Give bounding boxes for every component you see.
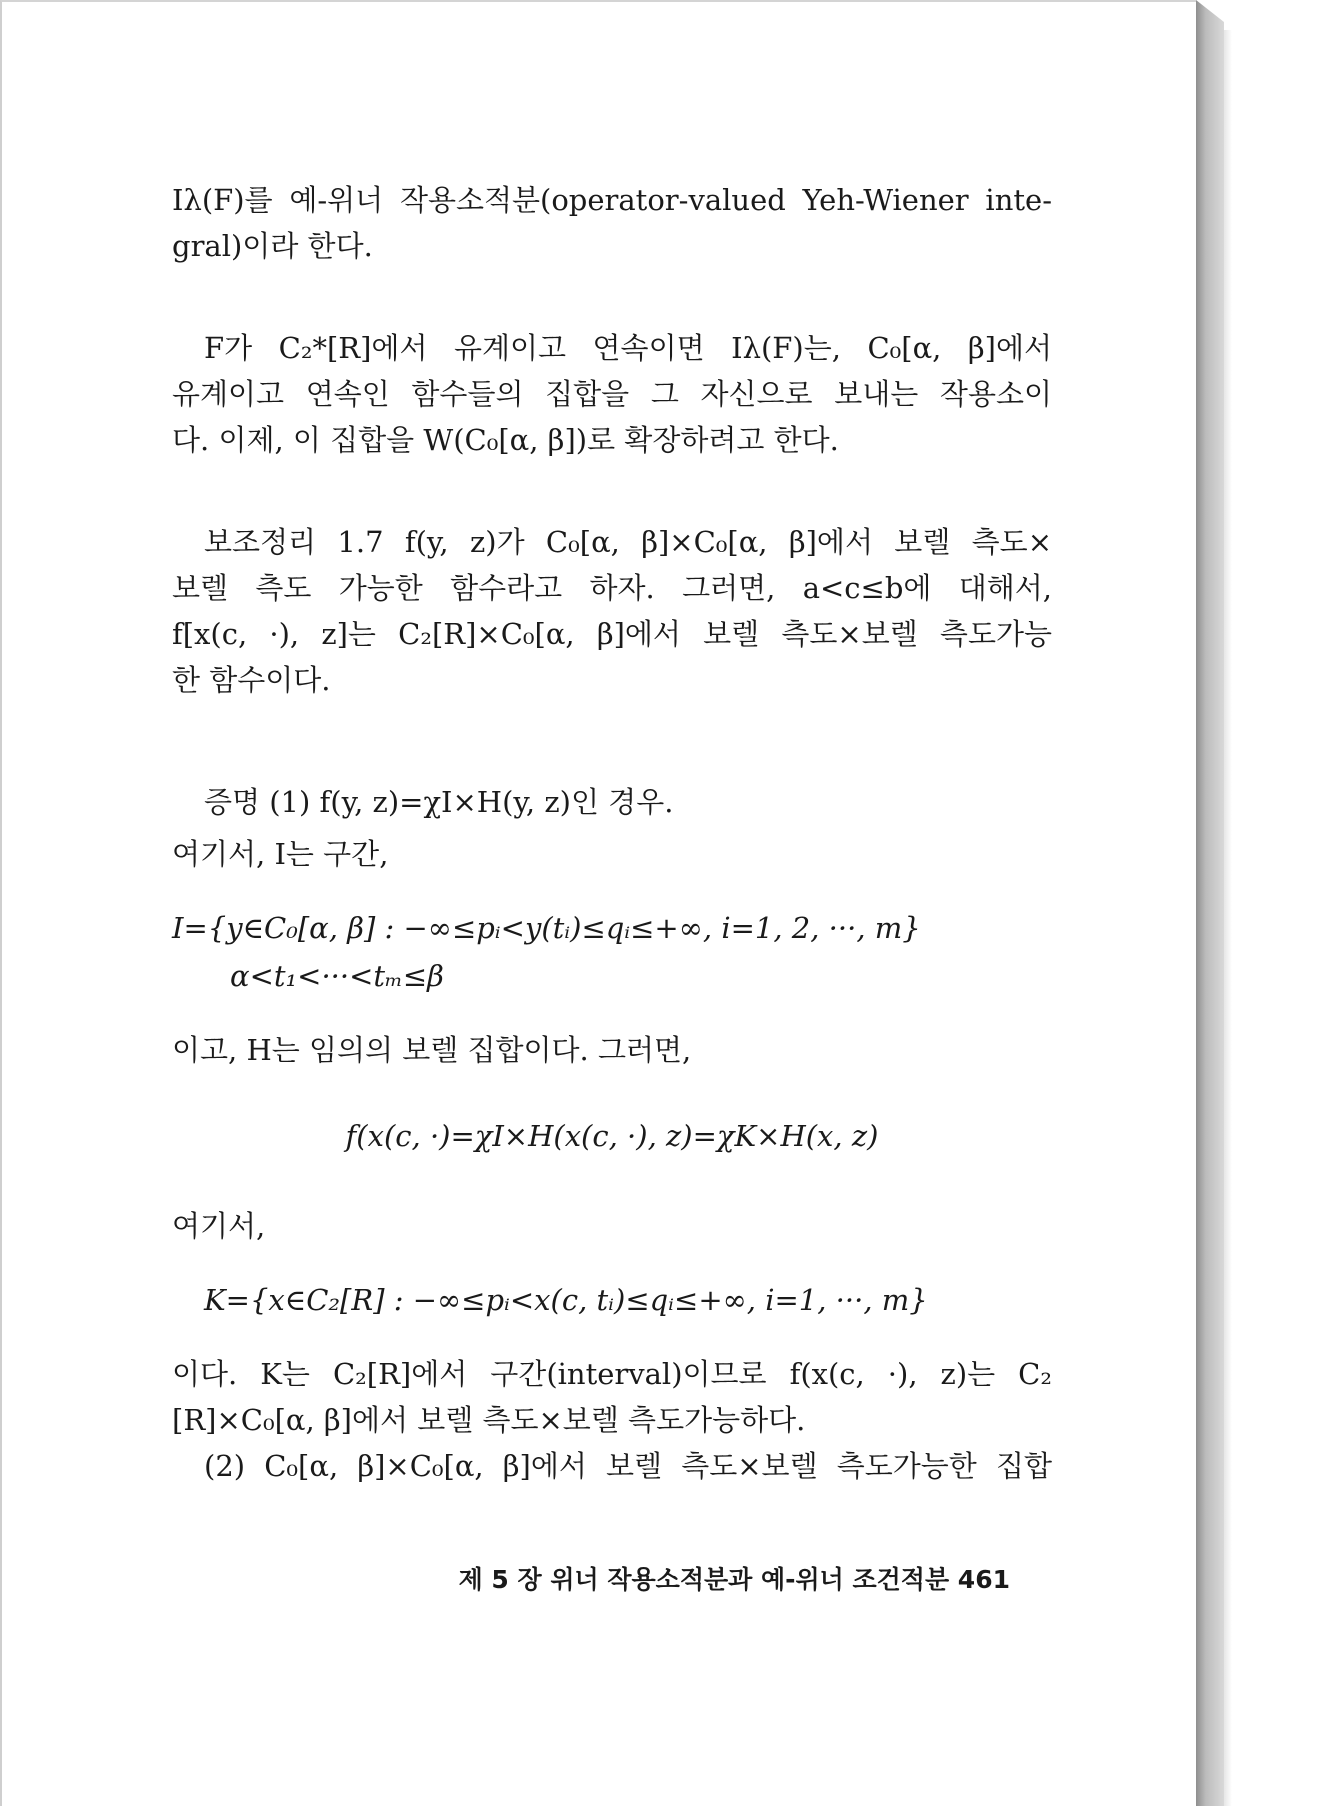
text-line: 다. 이제, 이 집합을 W(C₀[α, β])로 확장하려고 한다.: [172, 423, 839, 457]
equation: α<t₁<···<tₘ≤β: [230, 959, 444, 993]
text-line: 이다. K는 C₂[R]에서 구간(interval)이므로 f(x(c, ·), z)는 C₂: [172, 1357, 1052, 1391]
equation: f(x(c, ·)=χI×H(x(c, ·), z)=χK×H(x, z): [345, 1119, 879, 1153]
text-line: 한 함수이다.: [172, 663, 331, 697]
proof-heading: 증명 (1) f(y, z)=χI×H(y, z)인 경우.: [204, 785, 674, 819]
page-edge: [1196, 0, 1224, 1806]
text-line: 보렐 측도 가능한 함수라고 하자. 그러면, a<c≤b에 대해서,: [172, 571, 1052, 605]
text-line: f[x(c, ·), z]는 C₂[R]×C₀[α, β]에서 보렐 측도×보렐 측도가능: [172, 617, 1052, 651]
text-line: 여기서,: [172, 1209, 266, 1243]
text-line: gral)이라 한다.: [172, 229, 373, 263]
text-line: 유계이고 연속인 함수들의 집합을 그 자신으로 보내는 작용소이: [172, 377, 1052, 411]
lemma-heading: 보조정리 1.7 f(y, z)가 C₀[α, β]×C₀[α, β]에서 보렐 측도×: [204, 525, 1052, 559]
equation: K={x∈C₂[R] : −∞≤pᵢ<x(c, tᵢ)≤qᵢ≤+∞, i=1, ···, m}: [204, 1283, 928, 1317]
page-footer: 제 5 장 위너 작용소적분과 예-위너 조건적분 461: [458, 1565, 1010, 1594]
page-shadow: [1224, 30, 1232, 1806]
text-line: Iλ(F)를 예-위너 작용소적분(operator-valued Yeh-Wiener inte-: [172, 183, 1052, 217]
text-line: (2) C₀[α, β]×C₀[α, β]에서 보렐 측도×보렐 측도가능한 집합: [204, 1449, 1052, 1483]
equation: I={y∈C₀[α, β] : −∞≤pᵢ<y(tᵢ)≤qᵢ≤+∞, i=1, 2, ···, m}: [172, 911, 921, 945]
text-line: [R]×C₀[α, β]에서 보렐 측도×보렐 측도가능하다.: [172, 1403, 806, 1437]
text-line: F가 C₂*[R]에서 유계이고 연속이면 Iλ(F)는, C₀[α, β]에서: [204, 331, 1052, 365]
text-line: 이고, H는 임의의 보렐 집합이다. 그러면,: [172, 1033, 692, 1067]
text-line: 여기서, I는 구간,: [172, 837, 389, 871]
